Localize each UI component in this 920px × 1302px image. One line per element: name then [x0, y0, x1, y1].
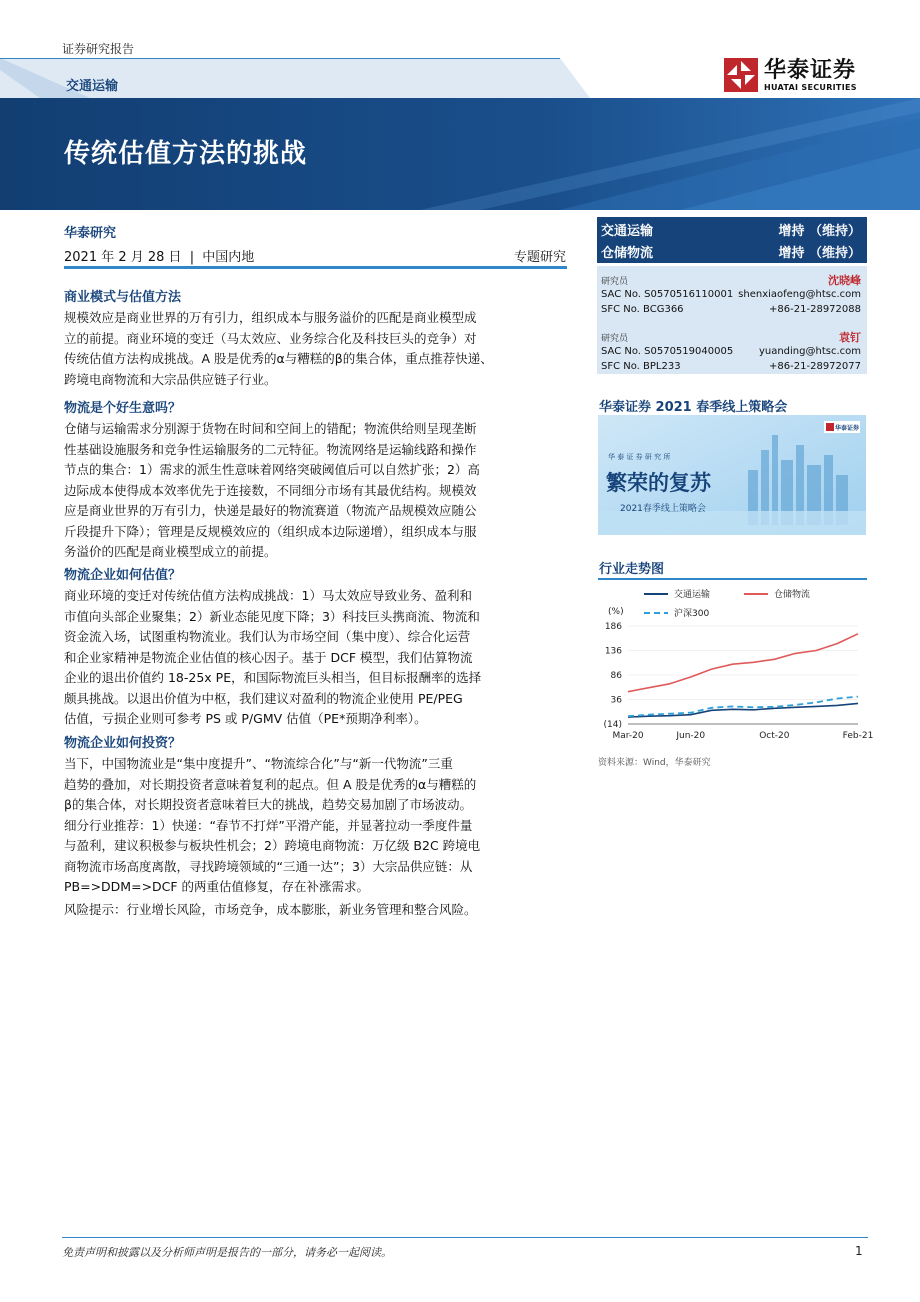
report-region: 中国内地 — [202, 250, 255, 265]
divider — [598, 578, 867, 580]
analyst-email[interactable]: shenxiaofeng@htsc.com — [738, 289, 861, 300]
chart-source: 资料来源：Wind，华泰研究 — [598, 758, 711, 768]
legend-label: 仓储物流 — [774, 590, 811, 600]
risk-warning — [64, 900, 568, 921]
rating-row — [601, 242, 861, 264]
banner-subtitle: 2021春季线上策略会 — [620, 504, 706, 514]
report-type: 专题研究 — [513, 250, 566, 265]
logo-en-text: HUATAI SECURITIES — [764, 82, 857, 92]
analyst-name: 袁钉 — [839, 331, 861, 344]
section-body — [64, 419, 568, 563]
analyst-role: 研究员 — [601, 277, 629, 287]
y-tick-label: 36 — [610, 695, 622, 706]
section-heading: 物流企业如何投资？ — [64, 736, 182, 751]
footer-divider — [62, 1237, 868, 1238]
x-tick-label: Mar-20 — [612, 731, 644, 741]
page-title: 传统估值方法的挑战 — [64, 139, 308, 169]
text-line: 务溢价的匹配是商业模型成立的前提。 — [64, 544, 277, 559]
analyst-sac: SAC No. S0570516110001 shenxiaofeng@htsc.com — [601, 289, 861, 300]
text-line: 传统估值方法构成挑战。A 股是优秀的α与糟糕的β的集合体，重点推荐快递、 — [64, 351, 493, 366]
text-line: 颇具挑战。以退出价值为中枢，我们建议对盈利的物流企业使用 PE/PEG — [64, 690, 463, 706]
text-line: 当下，中国物流业是“集中度提升”、“物流综合化”与“新一代物流”三重 — [64, 756, 453, 771]
analyst-sfc: SFC No. BCG366 +86-21-28972088 — [601, 304, 861, 315]
page-number: 1 — [855, 1244, 863, 1258]
text-line: 趋势的叠加，对长期投资者意味着复利的起点。但 A 股是优秀的α与糟糕的 — [64, 776, 477, 792]
analyst-sfc: SFC No. BPL233 +86-21-28972077 — [601, 361, 861, 372]
section-business-model — [64, 287, 568, 390]
rating-sector: 仓储物流 — [601, 246, 654, 261]
text-line: 跨境电商物流和大宗品供应链子行业。 — [64, 371, 277, 387]
section-body — [64, 308, 568, 390]
analyst-email[interactable]: yuanding@htsc.com — [758, 346, 861, 357]
section-body — [64, 754, 568, 898]
y-tick-label: 86 — [610, 671, 622, 681]
text-line: 应是商业世界的万有引力，快递是最好的物流赛道（物流产品规模效应随公 — [64, 503, 477, 518]
text-line: 斤段提升下降）；管理是反规模效应的（组织成本边际递增），组织成本与服 — [64, 523, 477, 539]
rating-sector: 交通运输 — [601, 224, 654, 239]
text-line: 商物流市场高度离散，寻找跨境领域的“三通一达”；3）大宗品供应链：从 — [64, 858, 473, 874]
section-body — [64, 586, 568, 730]
x-tick-label: Oct-20 — [759, 731, 790, 741]
text-line: 性基础设施服务和竞争性运输服务的二元特征。物流网络是运输线路和操作 — [64, 441, 477, 457]
text-line: 仓储与运输需求分别源于货物在时间和空间上的错配；物流供给则呈现垄断 — [64, 421, 477, 436]
text-line: β的集合体，对长期投资者意味着巨大的挑战，趋势交易加剧了市场波动。 — [64, 797, 472, 812]
text-line: 细分行业推荐：1）快递：“春节不打烊”平滑产能，并显著拉动一季度件量 — [64, 817, 473, 833]
trend-title: 行业走势图 — [599, 562, 665, 577]
rating-value: 增持 （维持） — [778, 246, 861, 261]
text-line: 和企业家精神是物流企业估值的核心因子。基于 DCF 模型，我们估算物流 — [64, 649, 473, 665]
text-line: 立的前提。商业环境的变迁（马太效应、业务综合化及科技巨头的竞争）对 — [64, 330, 477, 346]
rating-box — [597, 217, 867, 263]
rating-row — [601, 220, 861, 242]
report-label: 证券研究报告 — [62, 42, 135, 56]
text-line: 风险提示：行业增长风险，市场竞争，成本膨胀，新业务管理和整合风险。 — [64, 902, 477, 917]
text-line: 资金流入场，试图重构物流业。我们认为市场空间（集中度）、综合化运营 — [64, 629, 471, 644]
section-valuation — [64, 565, 568, 730]
text-line: 商业环境的变迁对传统估值方法构成挑战：1）马太效应导致业务、盈利和 — [64, 588, 472, 603]
section-risk — [64, 900, 568, 921]
divider — [64, 266, 567, 269]
y-tick-label: (14) — [603, 720, 622, 730]
rating-value: 增持 （维持） — [778, 224, 861, 239]
date-line: 2021 年 2 月 28 日 | 中国内地 专题研究 — [64, 246, 566, 265]
section-investment — [64, 733, 568, 898]
legend-label: 沪深300 — [674, 609, 710, 619]
logo-cn-text: 华泰证券 — [764, 57, 857, 83]
footer-disclaimer: 免责声明和披露以及分析师声明是报告的一部分，请务必一起阅读。 — [62, 1246, 392, 1259]
analyst-phone: +86-21-28972088 — [769, 304, 861, 315]
y-tick-label: 186 — [604, 622, 622, 632]
report-date: 2021 年 2 月 28 日 — [64, 250, 182, 265]
text-line: 估值，亏损企业则可参考 PS 或 P/GMV 估值（PE*预期净利率）。 — [64, 711, 427, 726]
text-line: 边际成本使得成本效率优先于连接数，不同细分市场有其最优结构。规模效 — [64, 482, 477, 498]
series-line-2 — [628, 634, 858, 692]
sector-tag: 交通运输 — [66, 79, 119, 94]
banner-badge: 华泰证券 — [835, 425, 860, 432]
banner-org: 华 泰 证 券 研 究 所 — [608, 453, 671, 461]
section-heading: 商业模式与估值方法 — [64, 290, 182, 305]
banner-main-title: 繁荣的复苏 — [606, 471, 711, 495]
analyst-name: 沈晓峰 — [828, 274, 861, 287]
section-heading: 物流是个好生意吗？ — [64, 401, 182, 416]
y-tick-label: 136 — [604, 646, 622, 657]
analyst-role: 研究员 — [601, 334, 629, 344]
text-line: 市值向头部企业聚集；2）新业态能见度下降；3）科技巨头携商流、物流和 — [64, 608, 480, 624]
research-label: 华泰研究 — [64, 226, 117, 241]
conference-banner[interactable] — [598, 415, 866, 535]
industry-trend-chart — [596, 582, 874, 750]
legend-label: 交通运输 — [674, 590, 711, 600]
text-line: 规模效应是商业世界的万有引力，组织成本与服务溢价的匹配是商业模型成 — [64, 310, 477, 325]
x-tick-label: Feb-21 — [842, 731, 874, 741]
conference-title: 华泰证券 2021 春季线上策略会 — [599, 400, 788, 415]
section-good-business — [64, 398, 568, 563]
text-line: 企业的退出价值约 18-25x PE，和国际物流巨头相当，但目标报酬率的选择 — [64, 670, 482, 685]
company-logo — [724, 58, 857, 92]
section-heading: 物流企业如何估值？ — [64, 568, 182, 583]
text-line: 与盈利，建议积极参与板块性机会；2）跨境电商物流：万亿级 B2C 跨境电 — [64, 838, 481, 853]
analyst-phone: +86-21-28972077 — [769, 361, 861, 372]
x-tick-label: Jun-20 — [676, 731, 706, 741]
y-axis-label: (%) — [608, 607, 624, 617]
text-line: PB=>DDM=>DCF 的两重估值修复，存在补涨需求。 — [64, 879, 370, 894]
series-line-1 — [628, 703, 858, 717]
analyst-box — [597, 266, 867, 374]
text-line: 节点的集合：1）需求的派生性意味着网络突破阈值后可以自然扩张；2）高 — [64, 462, 480, 477]
huatai-logo-icon — [724, 58, 758, 92]
analyst-sac: SAC No. S0570519040005 yuanding@htsc.com — [601, 346, 861, 357]
